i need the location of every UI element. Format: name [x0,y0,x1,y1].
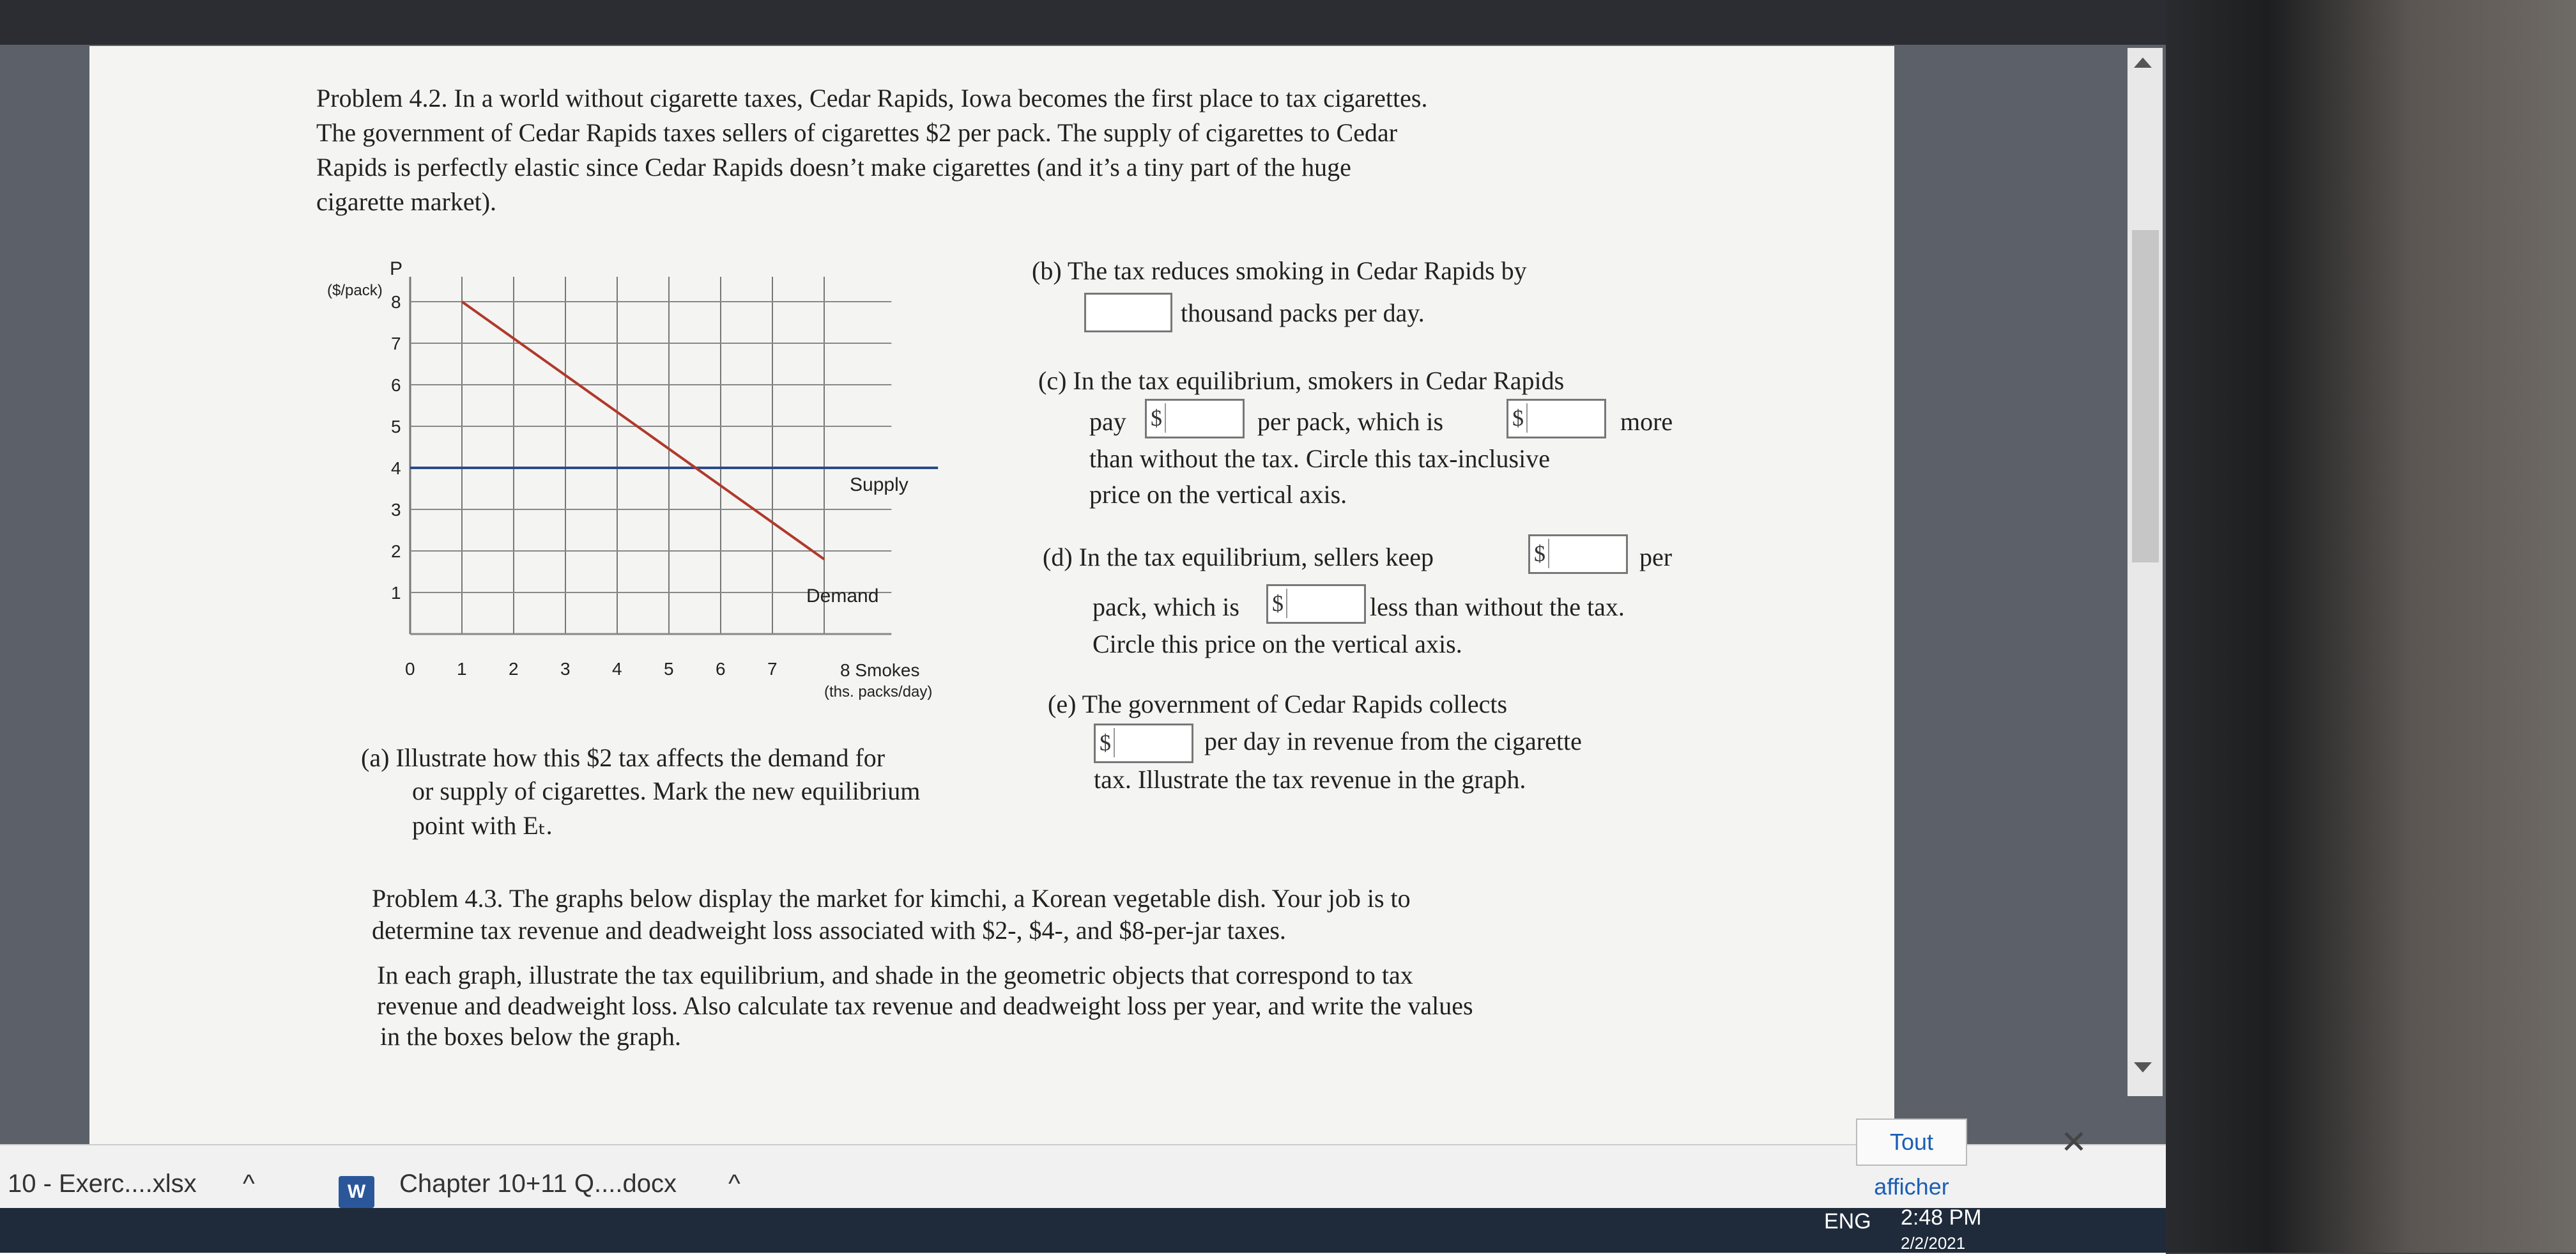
language-indicator[interactable]: ENG [1824,1209,1871,1234]
part-e-line-3: tax. Illustrate the tax revenue in the graph. [1094,765,1526,794]
part-d-less-box[interactable]: $ [1266,584,1366,624]
part-b-answer-box[interactable] [1084,293,1172,332]
part-d-less: less than without the tax. [1370,592,1625,621]
y-tick-label: 1 [391,583,401,603]
scroll-down-arrow-icon[interactable] [2134,1062,2152,1072]
part-a-line-1: (a) Illustrate how this $2 tax affects the demand for [361,743,885,772]
part-e-revenue-box[interactable]: $ [1094,724,1193,763]
part-c-more-box[interactable]: $ [1506,399,1606,438]
y-tick-label: 5 [391,417,401,437]
part-d-line-3: Circle this price on the vertical axis. [1092,630,1462,658]
part-c-price-box[interactable]: $ [1145,399,1245,438]
part-c-line-1: (c) In the tax equilibrium, smokers in Cedar Rapids [1038,366,1565,395]
part-c-more: more [1620,407,1673,436]
graph-grid [410,277,891,634]
y-tick-label: 4 [391,458,401,478]
y-axis-ticks [391,292,401,603]
problem-4-3-line-3: In each graph, illustrate the tax equilibrium, and shade in the geometric objects that correspond to tax [377,961,1413,989]
download-item-docx[interactable]: Chapter 10+11 Q....docx [399,1170,677,1198]
chevron-up-icon[interactable]: ^ [728,1170,740,1198]
chevron-up-icon[interactable]: ^ [243,1170,255,1198]
x-axis-ticks [405,659,778,679]
part-c-per-pack: per pack, which is [1257,407,1444,436]
x-tick-label: 4 [612,659,622,679]
x-axis-unit: (ths. packs/day) [824,683,933,701]
problem-4-2-line-2: The government of Cedar Rapids taxes sellers of cigarettes $2 per pack. The supply of cigarettes to Cedar [316,118,1398,147]
problem-4-2-line-3: Rapids is perfectly elastic since Cedar Rapids doesn’t make cigarettes (and it’s a tiny part of the huge [316,153,1351,182]
part-b-line-1: (b) The tax reduces smoking in Cedar Rapids by [1032,256,1527,285]
supply-label: Supply [850,474,908,495]
clock-date[interactable]: 2/2/2021 [1901,1234,1966,1253]
part-e-line-1: (e) The government of Cedar Rapids collects [1048,690,1508,718]
problem-4-3-line-4: revenue and deadweight loss. Also calculate tax revenue and deadweight loss per year, and write the values [377,991,1473,1020]
part-d-per: per [1639,543,1673,571]
part-e-line-2: per day in revenue from the cigarette [1204,727,1582,755]
supply-demand-graph [300,249,984,722]
part-d-line-1: (d) In the tax equilibrium, sellers keep [1043,543,1434,571]
x-tick-label: 1 [457,659,467,679]
photo-background-edge [2166,0,2576,1253]
scroll-thumb[interactable] [2132,230,2159,562]
demand-line [462,302,824,559]
x-axis-end-label: 8 Smokes [840,660,920,680]
x-tick-label: 7 [767,659,778,679]
clock-time[interactable]: 2:48 PM [1901,1205,1982,1230]
vertical-scrollbar[interactable] [2128,48,2163,1096]
p-axis-label: P [390,258,403,279]
x-tick-label: 6 [716,659,726,679]
part-c-line-3: than without the tax. Circle this tax-inclusive [1089,444,1550,473]
problem-4-2-line-4: cigarette market). [316,187,497,216]
part-c-pay: pay [1089,407,1126,436]
download-item-xlsx[interactable]: 10 - Exerc....xlsx [8,1170,197,1198]
y-tick-label: 7 [391,334,401,353]
p-axis-unit: ($/pack) [327,282,383,299]
scroll-up-arrow-icon[interactable] [2134,58,2152,68]
x-tick-label: 0 [405,659,415,679]
x-tick-label: 2 [509,659,519,679]
y-tick-label: 6 [391,375,401,395]
problem-4-3-line-1: Problem 4.3. The graphs below display the market for kimchi, a Korean vegetable dish. Your job is to [372,884,1411,913]
problem-4-3-line-2: determine tax revenue and deadweight loss associated with $2-, $4-, and $8-per-jar taxes. [372,916,1286,945]
word-document-icon: W [339,1176,374,1208]
y-tick-label: 8 [391,292,401,312]
problem-4-3-line-5: in the boxes below the graph. [380,1022,681,1051]
part-b-line-2: thousand packs per day. [1181,298,1425,327]
part-c-line-4: price on the vertical axis. [1089,480,1347,509]
demand-label: Demand [806,585,879,607]
show-all-downloads-button[interactable]: Tout afficher [1856,1119,1967,1166]
part-a-line-3: point with Eₜ. [412,811,553,840]
y-tick-label: 2 [391,541,401,561]
part-a-line-2: or supply of cigarettes. Mark the new equilibrium [412,777,921,805]
y-tick-label: 3 [391,500,401,520]
x-tick-label: 3 [560,659,571,679]
close-download-bar-icon[interactable]: ✕ [2060,1124,2087,1160]
x-tick-label: 5 [664,659,674,679]
part-d-pack: pack, which is [1092,592,1239,621]
part-d-keep-box[interactable]: $ [1528,534,1628,574]
problem-4-2-line-1: Problem 4.2. In a world without cigarette taxes, Cedar Rapids, Iowa becomes the first place to tax cigarettes. [316,84,1428,112]
